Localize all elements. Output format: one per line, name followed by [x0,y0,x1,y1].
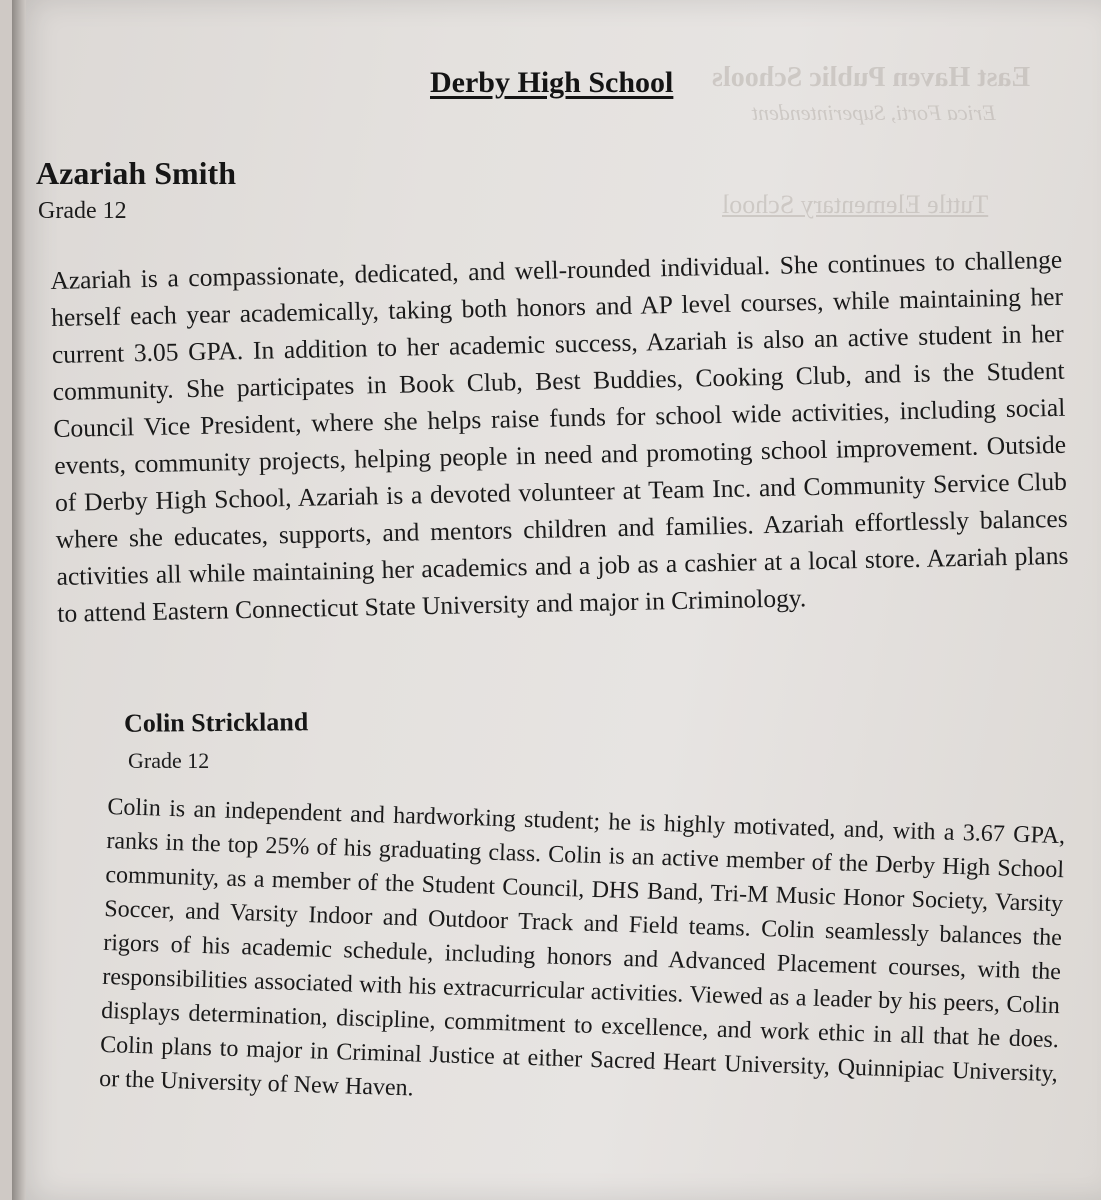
student-name: Azariah Smith [36,155,236,191]
student-grade: Grade 12 [38,198,127,224]
student-bio: Azariah is a compassionate, dedicated, and well-rounded individual. She continues to challenge herself each year academically, taking both honors and AP level courses, while maintaining her current 3.05 GPA. In addition to her academic success, Azariah is also an active student in her community. She participates in Book Club, Best Buddies, Cooking Club, and is the Student Council Vice President, where she helps raise funds for school wide activities, including social events, community projects, helping people in need and promoting school improvement. Outside of Derby High School, Azariah is a devoted volunteer at Team Inc. and Community Service Club where she educates, supports, and mentors children and families. Azariah effortlessly balances activities all while maintaining her academics and a job as a cashier at a local store. Azariah plans to attend Eastern Connecticut State University and major in Criminology. [50,244,1069,628]
page-binding-edge [12,0,26,1200]
show-through-line-2: Erica Forti, Superintendent [752,100,996,125]
show-through-line-3: Tuttle Elementary School [722,190,989,219]
student-name: Colin Strickland [123,707,309,738]
student-bio: Colin is an independent and hardworking student; he is highly motivated, and, with a 3.67 GPA, ranks in the top 25% of his graduating class. Colin is an active member of the Derby High School community, as a member of the Student Council, DHS Band, Tri-M Music Honor Society, Varsity Soccer, and Varsity Indoor and Outdoor Track and Field teams. Colin seamlessly balances the rigors of his academic schedule, including honors and Advanced Placement courses, with the responsibilities associated with his extracurricular activities. Viewed as a leader by his peers, Colin displays determination, discipline, commitment to excellence, and work ethic in all that he does. Colin plans to major in Criminal Justice at either Sacred Heart University, Quinnipiac University, or the University of New Haven. [98,793,1066,1102]
school-title: Derby High School [430,66,674,99]
show-through-line-1: East Haven Public Schools [712,62,1031,93]
student-grade: Grade 12 [128,748,210,773]
document-page [12,0,1101,1200]
